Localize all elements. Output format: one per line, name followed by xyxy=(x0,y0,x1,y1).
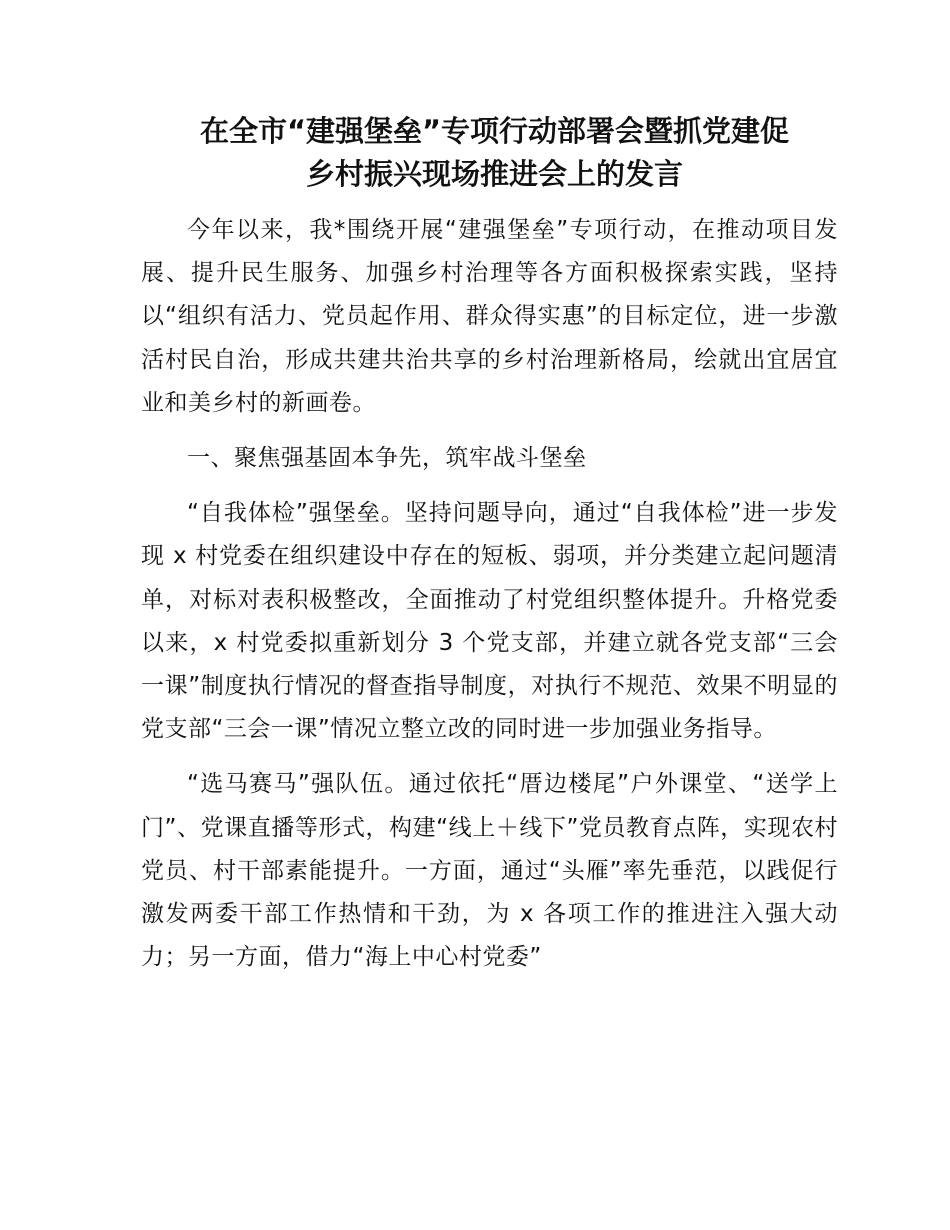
document-title xyxy=(141,110,838,196)
body-paragraph-self-check: “自我体检”强堡垒。坚持问题导向，通过“自我体检”进一步发现 x 村党委在组织建设中存在的短板、弱项，并分类建立起问题清单，对标对表积极整改，全面推动了村党组织整体提升。升格党委以来，x 村党委拟重新划分 3 个党支部，并建立就各党支部“三会一课”制度执行情况的督查指导制度，对执行不规范、效果不明显的党支部“三会一课”情况立整立改的同时进一步加强业务指导。 xyxy=(141,500,838,743)
title-line-2: 乡村振兴现场推进会上的发言 xyxy=(305,157,683,191)
section-heading-1: 一、聚焦强基固本争先，筑牢战斗堡垒 xyxy=(187,445,587,472)
intro-paragraph: 今年以来，我*围绕开展“建强堡垒”专项行动，在推动项目发展、提升民生服务、加强乡村治理等各方面积极探索实践，坚持以“组织有活力、党员起作用、群众得实惠”的目标定位，进一步激活村民自治，形成共建共治共享的乡村治理新格局，绘就出宜居宜业和美乡村的新画卷。 xyxy=(141,217,838,416)
document-body xyxy=(141,209,838,979)
body-paragraph-team-building: “选马赛马”强队伍。通过依托“厝边楼尾”户外课堂、“送学上门”、党课直播等形式，构建“线上＋线下”党员教育点阵，实现农村党员、村干部素能提升。一方面，通过“头雁”率先垂范，以践促行激发两委干部工作热情和干劲，为 x 各项工作的推进注入强大动力；另一方面，借力“海上中心村党委” xyxy=(141,771,838,971)
title-line-1: 在全市“建强堡垒”专项行动部署会暨抓党建促 xyxy=(199,114,790,148)
